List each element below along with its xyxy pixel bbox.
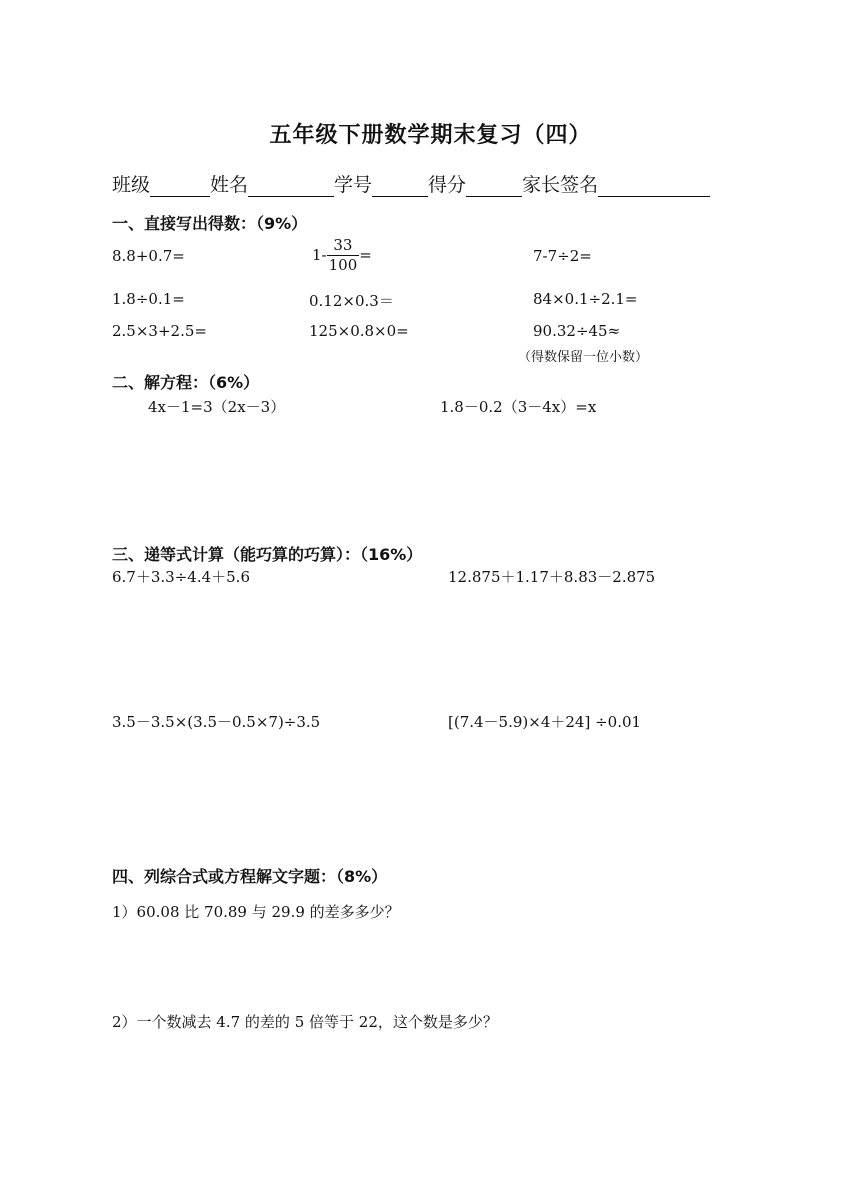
problem-1-1: 8.8+0.7= xyxy=(112,247,185,265)
fraction-denominator: 100 xyxy=(328,256,358,274)
name-label: 姓名 xyxy=(210,174,249,196)
parent-signature-label: 家长签名 xyxy=(522,174,599,196)
problem-1-5: 0.12×0.3＝ xyxy=(309,292,394,310)
name-blank[interactable] xyxy=(248,174,334,197)
class-label: 班级 xyxy=(112,174,151,196)
calc-4: [(7.4－5.9)×4＋24] ÷0.01 xyxy=(448,713,642,731)
problem-1-9: 90.32÷45≈ xyxy=(533,322,621,340)
word-problem-1: 1）60.08 比 70.89 与 29.9 的差多多少？ xyxy=(112,903,400,921)
equation-1: 4x－1=3（2x－3） xyxy=(148,398,286,416)
section-4-heading: 四、列综合式或方程解文字题：（8%） xyxy=(112,867,388,886)
class-blank[interactable] xyxy=(150,174,210,197)
page-title: 五年级下册数学期末复习（四） xyxy=(269,122,592,148)
student-id-blank[interactable] xyxy=(372,174,428,197)
section-1-heading: 一、直接写出得数：（9%） xyxy=(112,214,308,233)
section-3-heading: 三、递等式计算（能巧算的巧算）：（16%） xyxy=(112,545,423,564)
score-blank[interactable] xyxy=(466,174,522,197)
problem-1-8: 125×0.8×0= xyxy=(309,322,409,340)
rounding-note: （得数保留一位小数） xyxy=(518,350,649,365)
problem-1-3: 7-7÷2= xyxy=(533,247,592,265)
section-2-heading: 二、解方程：（6%） xyxy=(112,373,260,392)
frac-suffix: = xyxy=(359,246,372,264)
parent-signature-blank[interactable] xyxy=(598,174,710,197)
calc-2: 12.875＋1.17＋8.83－2.875 xyxy=(448,568,656,586)
problem-1-6: 84×0.1÷2.1= xyxy=(533,290,638,308)
fraction-numerator: 33 xyxy=(333,236,353,254)
score-label: 得分 xyxy=(428,174,467,196)
calc-1: 6.7＋3.3÷4.4＋5.6 xyxy=(112,568,250,586)
problem-1-2 xyxy=(312,236,372,275)
calc-3: 3.5－3.5×(3.5－0.5×7)÷3.5 xyxy=(112,713,321,731)
frac-prefix: 1- xyxy=(312,246,327,264)
word-problem-2: 2）一个数减去 4.7 的差的 5 倍等于 22，这个数是多少？ xyxy=(112,1013,498,1031)
student-info-line xyxy=(112,170,710,197)
problem-1-7: 2.5×3+2.5= xyxy=(112,322,207,340)
problem-1-4: 1.8÷0.1= xyxy=(112,290,185,308)
student-id-label: 学号 xyxy=(334,174,373,196)
equation-2: 1.8－0.2（3－4x）=x xyxy=(440,398,597,416)
fraction xyxy=(327,236,360,275)
